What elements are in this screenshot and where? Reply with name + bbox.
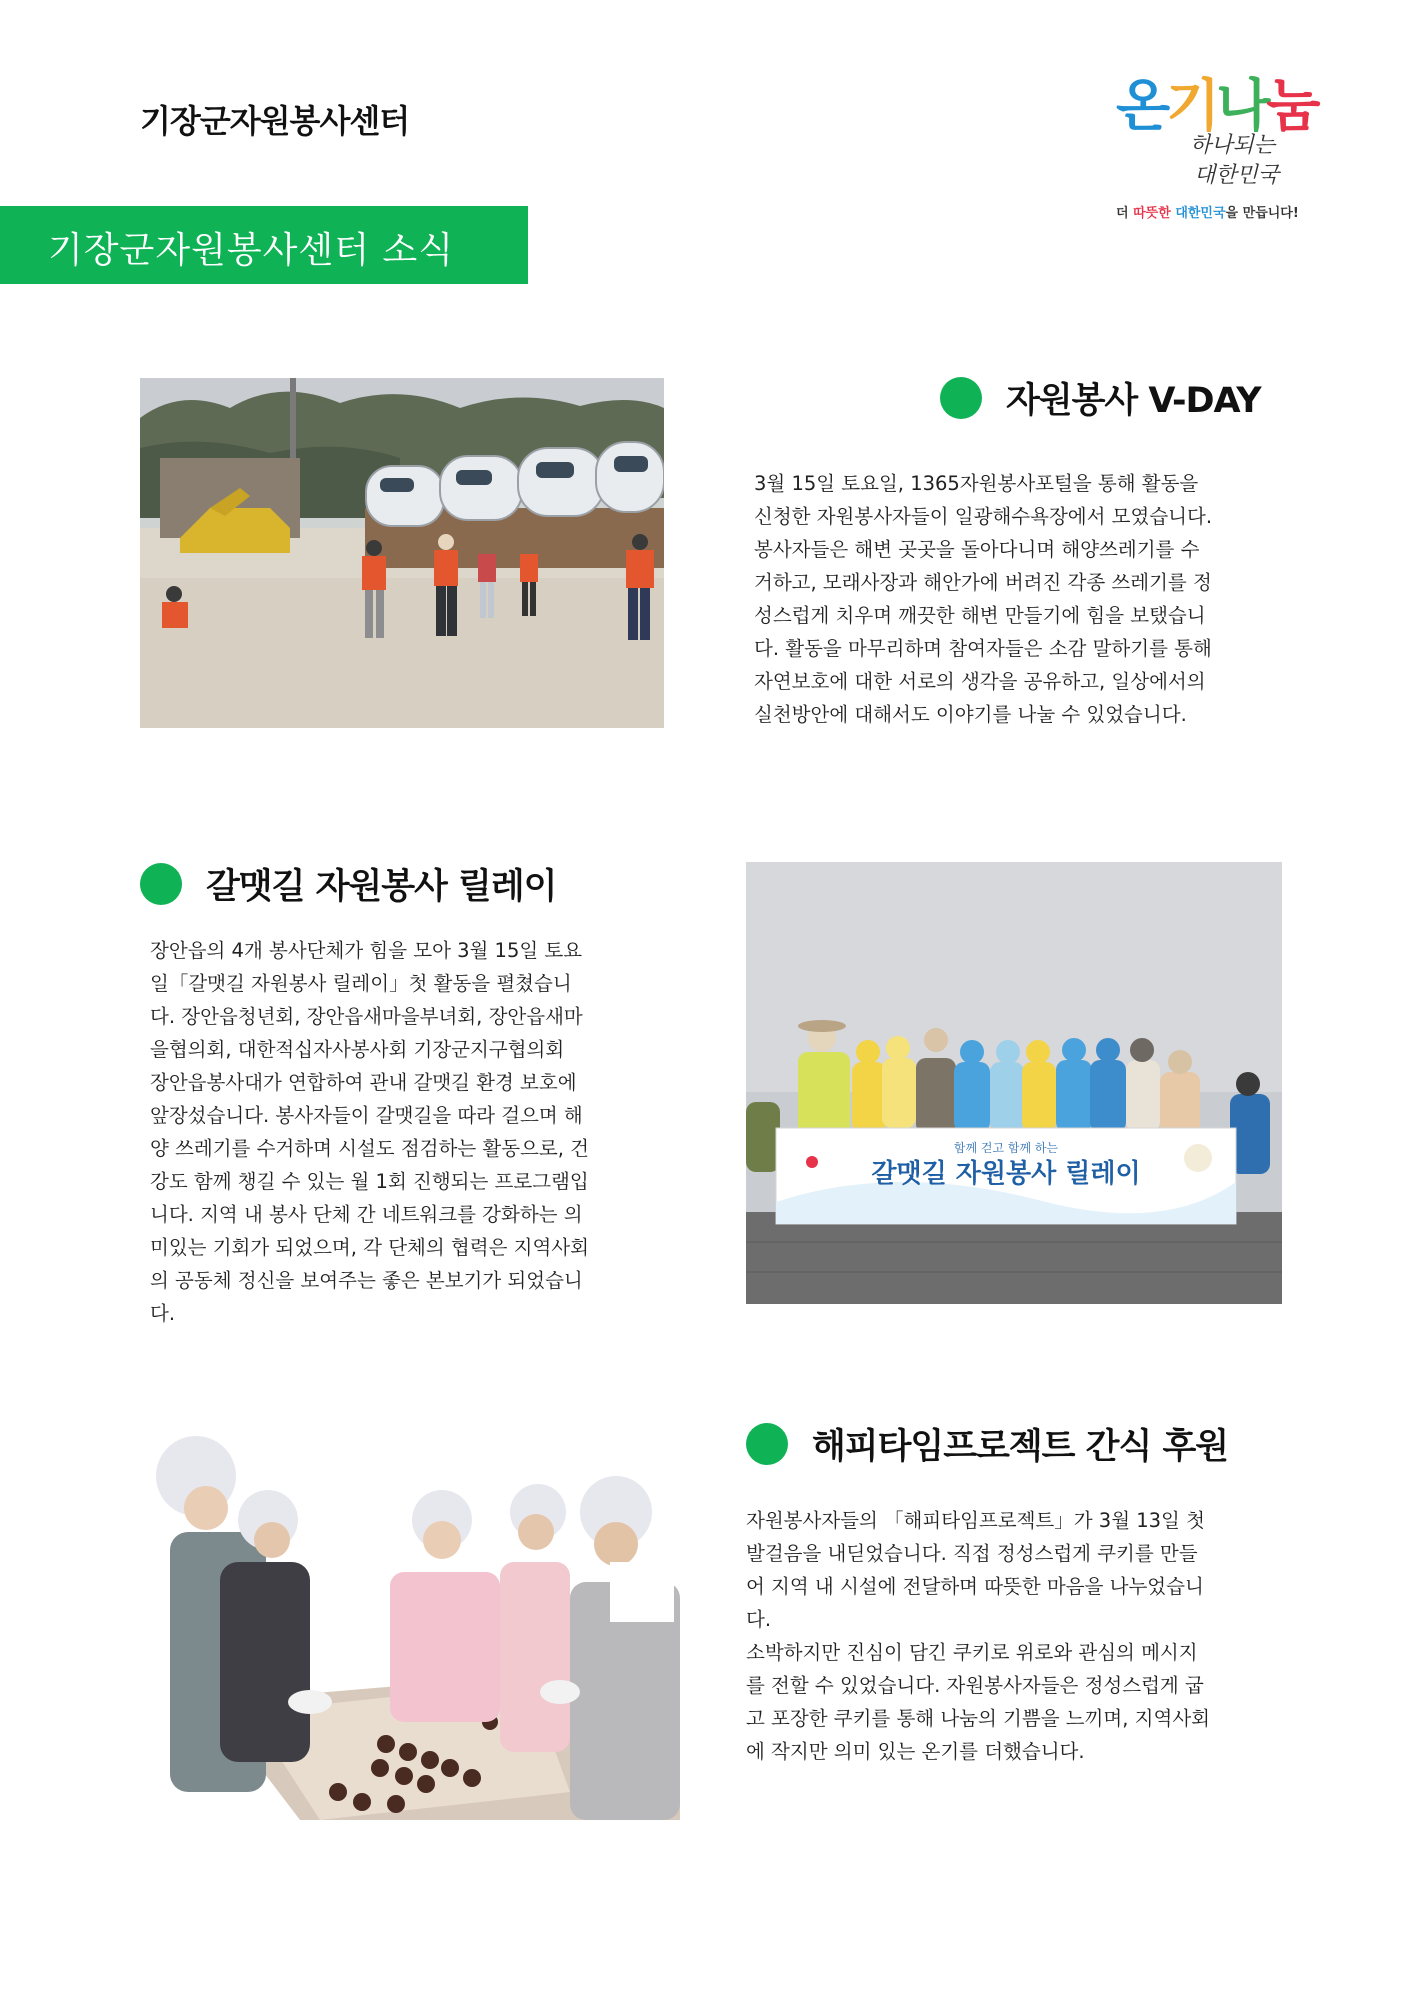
beach-cleanup-photo: [140, 378, 664, 728]
campaign-logo: [1110, 62, 1330, 222]
cookie-making-photo: [150, 1412, 680, 1820]
section-vday-body: 3월 15일 토요일, 1365자원봉사포털을 통해 활동을 신청한 자원봉사자들이 일광해수욕장에서 모였습니다. 봉사자들은 해변 곳곳을 돌아다니며 해양쓰레기를 수 거하고, 모래사장과 해안가에 버려진 각종 쓰레기를 정 성스럽게 치우며 깨끗한 해변 만들기에 힘을 보탰습니 다. 활동을 마무리하며 참여자들은 소감 말하기를 통해 자연보호에 대한 서로의 생각을 공유하고, 일상에서의 실천방안에 대해서도 이야기를 나눌 수 있었습니다.: [754, 472, 1213, 726]
news-banner: [0, 206, 528, 284]
logo-line2: 하나되는: [1190, 133, 1276, 158]
org-title: 기장군자원봉사센터: [140, 102, 410, 140]
logo-line1: 온기나눔: [1116, 74, 1317, 139]
section-happytime-body: 자원봉사자들의 「해피타임프로젝트」가 3월 13일 첫 발걸음을 내딛었습니다. 직접 정성스럽게 쿠키를 만들 어 지역 내 시설에 전달하며 따뜻한 마음을 나누었습니 다. 소박하지만 진심이 담긴 쿠키로 위로와 관심의 메시지 를 전할 수 있었습니다. 자원봉사자들은 정성스럽게 굽 고 포장한 쿠키를 통해 나눔의 기쁨을 느끼며, 지역사회 에 작지만 의미 있는 온기를 더했습니다.: [746, 1509, 1211, 1763]
bullet-dot-icon: [940, 377, 982, 419]
cookie-making-illustration: [150, 1412, 680, 1820]
relay-group-illustration: [746, 862, 1282, 1304]
section-vday-title: 자원봉사 V-DAY: [940, 374, 1261, 422]
section-happytime-title: 해피타임프로젝트 간식 후원: [746, 1420, 1228, 1468]
relay-banner-subtitle: 함께 걷고 함께 하는: [953, 1141, 1059, 1155]
bullet-dot-icon: [746, 1423, 788, 1465]
section-relay-title: 갈맷길 자원봉사 릴레이: [140, 860, 556, 908]
logo-tagline: 더 따뜻한 대한민국을 만듭니다!: [1116, 206, 1299, 221]
bullet-dot-icon: [140, 863, 182, 905]
relay-group-photo: [746, 862, 1282, 1304]
relay-banner-title: 갈맷길 자원봉사 릴레이: [871, 1159, 1141, 1189]
news-banner-label: 기장군자원봉사센터 소식: [48, 230, 454, 271]
beach-cleanup-illustration: [140, 378, 664, 728]
section-relay-body: 장안읍의 4개 봉사단체가 힘을 모아 3월 15일 토요 일「갈맷길 자원봉사 릴레이」첫 활동을 펼쳤습니 다. 장안읍청년회, 장안읍새마을부녀회, 장안읍새마 을협의회, 대한적십자사봉사회 기장군지구협의회 장안읍봉사대가 연합하여 관내 갈맷길 환경 보호에 앞장섰습니다. 봉사자들이 갈맷길을 따라 걸으며 해 양 쓰레기를 수거하며 시설도 점검하는 활동으로, 건 강도 함께 챙길 수 있는 월 1회 진행되는 프로그램입 니다. 지역 내 봉사 단체 간 네트워크를 강화하는 의 미있는 기회가 되었으며, 각 단체의 협력은 지역사회 의 공동체 정신을 보여주는 좋은 본보기가 되었습니 다.: [150, 939, 589, 1325]
logo-line3: 대한민국: [1194, 163, 1280, 188]
